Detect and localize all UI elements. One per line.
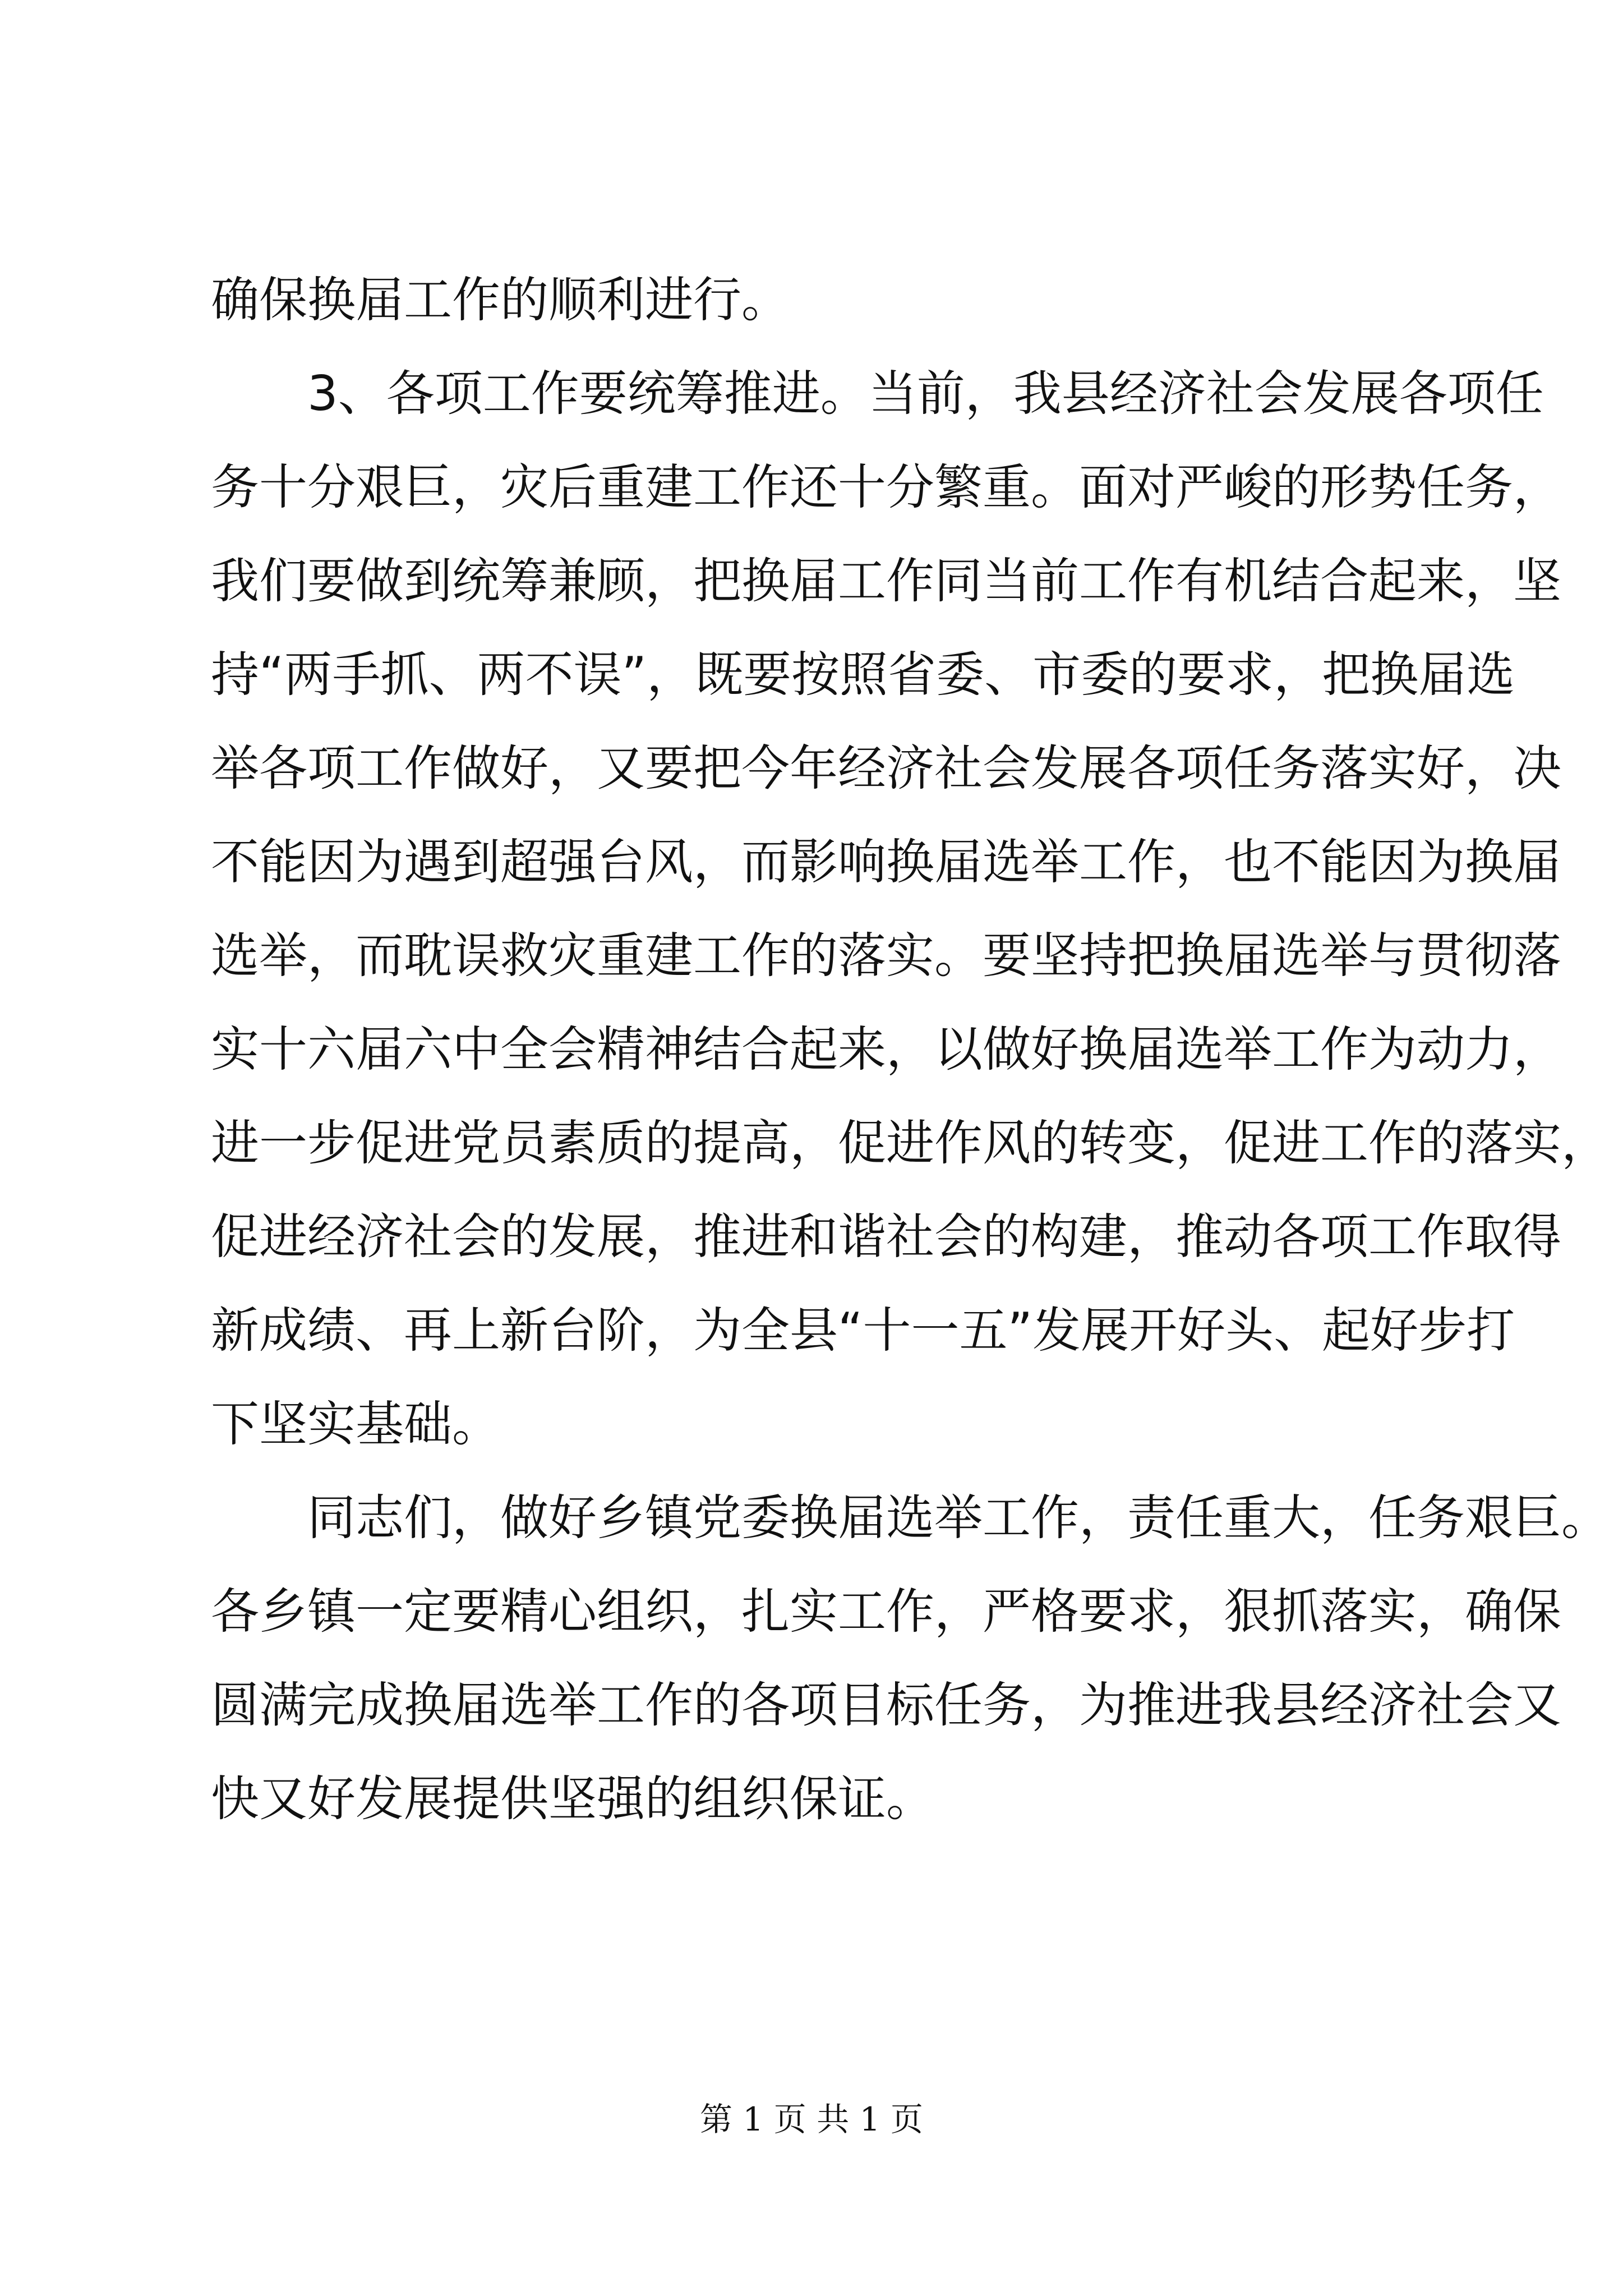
text-line: 新成绩、再上新台阶，为全县“十一五”发展开好头、起好步打 <box>211 1303 1515 1359</box>
text-line: 我们要做到统筹兼顾，把换届工作同当前工作有机结合起来，坚 <box>211 553 1561 609</box>
text-line: 圆满完成换届选举工作的各项目标任务，为推进我县经济社会又 <box>211 1677 1561 1733</box>
page-number-footer: 第 1 页 共 1 页 <box>700 2100 923 2138</box>
text-line: 务十分艰巨，灾后重建工作还十分繁重。面对严峻的形势任务， <box>211 459 1561 516</box>
text-line: 不能因为遇到超强台风，而影响换届选举工作，也不能因为换届 <box>211 834 1561 890</box>
text-line: 下坚实基础。 <box>211 1396 500 1452</box>
text-line: 确保换届工作的顺利进行。 <box>211 272 790 328</box>
text-line: 举各项工作做好，又要把今年经济社会发展各项任务落实好，决 <box>211 740 1561 797</box>
document-body <box>211 254 1610 1846</box>
text-line: 进一步促进党员素质的提高，促进作风的转变，促进工作的落实， <box>211 1115 1610 1171</box>
text-line: 选举，而耽误救灾重建工作的落实。要坚持把换届选举与贯彻落 <box>211 928 1561 984</box>
text-line: 同志们，做好乡镇党委换届选举工作，责任重大，任务艰巨。 <box>307 1490 1610 1546</box>
text-line: 各乡镇一定要精心组织，扎实工作，严格要求，狠抓落实，确保 <box>211 1584 1561 1640</box>
text-line: 3、各项工作要统筹推进。当前，我县经济社会发展各项任 <box>307 366 1544 422</box>
text-line: 实十六届六中全会精神结合起来，以做好换届选举工作为动力， <box>211 1022 1561 1078</box>
text-line: 持“两手抓、两不误”，既要按照省委、市委的要求，把换届选 <box>211 647 1515 703</box>
text-line: 促进经济社会的发展，推进和谐社会的构建，推动各项工作取得 <box>211 1209 1561 1265</box>
text-line: 快又好发展提供坚强的组织保证。 <box>211 1771 934 1827</box>
